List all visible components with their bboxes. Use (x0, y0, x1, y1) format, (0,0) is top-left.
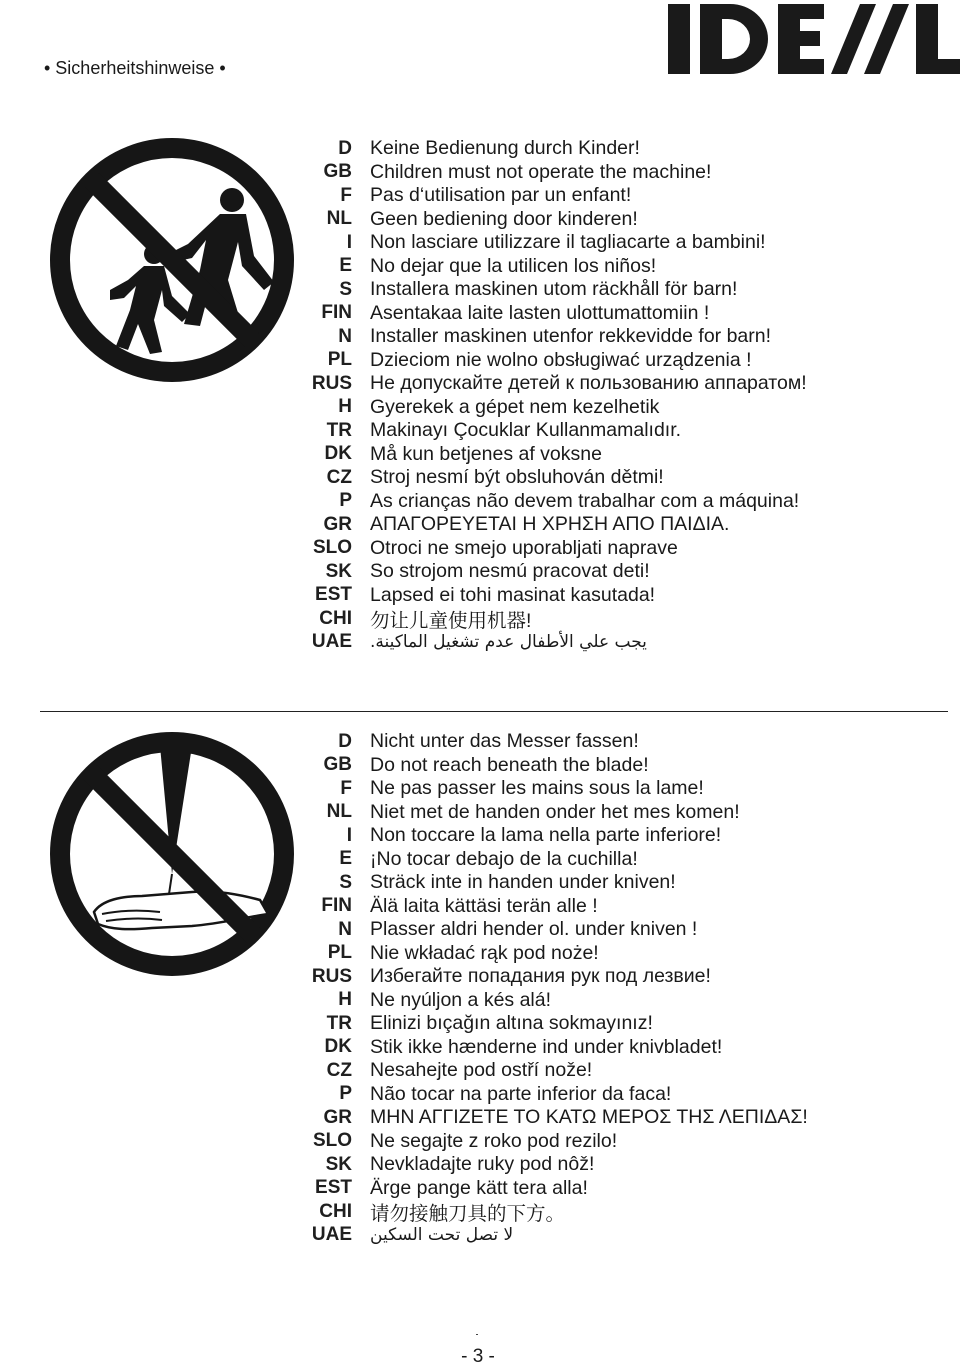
language-code: EST (315, 584, 352, 606)
language-code: I (346, 824, 352, 846)
warning-text: Children must not operate the machine! (370, 160, 712, 183)
warning-text: Otroci ne smejo uporabljati naprave (370, 536, 678, 559)
language-code: DK (324, 443, 352, 465)
warning-text: Asentakaa laite lasten ulottumattomiin ! (370, 301, 710, 324)
warning-row (300, 871, 940, 895)
warning-text: Installera maskinen utom räckhåll för barn! (370, 278, 738, 301)
warning-row (300, 1200, 940, 1224)
language-code: P (339, 1083, 352, 1105)
language-code: SK (325, 1153, 352, 1175)
language-code: NL (326, 801, 352, 823)
language-code: TR (326, 419, 352, 441)
language-code: N (338, 918, 352, 940)
warning-text: Installer maskinen utenfor rekkevidde for barn! (370, 325, 772, 348)
language-code: I (346, 231, 352, 253)
language-code: GR (323, 1106, 352, 1128)
warning-section-blade (300, 730, 940, 1247)
language-code: SLO (312, 537, 352, 559)
warning-text: ΑΠΑΓΟΡΕΥΕΤΑΙ Η ΧΡΗΣΗ ΑΠΟ ΠΑΙΔΙΑ. (370, 513, 730, 536)
language-code: SK (325, 560, 352, 582)
ideal-logo (668, 2, 960, 76)
warning-row (300, 730, 940, 754)
no-hand-under-blade-icon (42, 724, 302, 984)
warning-text: Ne pas passer les mains sous la lame! (370, 777, 704, 800)
warning-text: Makinayı Çocuklar Kullanmamalıdır. (370, 419, 682, 442)
warning-row (300, 848, 940, 872)
language-code: S (339, 871, 352, 893)
language-code: RUS (311, 965, 352, 987)
warning-row (300, 537, 940, 561)
warning-text: Nevkladajte ruky pod nôž! (370, 1153, 595, 1176)
warning-text: يجب علي الأطفال عدم تشغيل الماكينة. (370, 632, 647, 653)
warning-text: Nicht unter das Messer fassen! (370, 730, 639, 753)
warning-row (300, 895, 940, 919)
warning-text: Не допускайте детей к пользованию аппаратом! (370, 372, 807, 395)
warning-row (300, 466, 940, 490)
warning-text: ¡No tocar debajo de la cuchilla! (370, 847, 638, 870)
warning-row (300, 584, 940, 608)
warning-row (300, 1153, 940, 1177)
warning-row (300, 372, 940, 396)
warning-row (300, 231, 940, 255)
warning-row (300, 1106, 940, 1130)
warning-text: Gyerekek a gépet nem kezelhetik (370, 395, 660, 418)
warning-text: Må kun betjenes af voksne (370, 442, 602, 465)
warning-row (300, 1036, 940, 1060)
warning-text: Dzieciom nie wolno obsługiwać urządzenia ! (370, 348, 752, 371)
warning-row (300, 325, 940, 349)
language-code: NL (326, 208, 352, 230)
language-code: RUS (311, 372, 352, 394)
warning-row (300, 631, 940, 655)
warning-row (300, 801, 940, 825)
warning-text: Do not reach beneath the blade! (370, 753, 649, 776)
language-code: P (339, 490, 352, 512)
language-code: H (338, 989, 352, 1011)
warning-row (300, 278, 940, 302)
language-code: SLO (312, 1130, 352, 1152)
warning-row (300, 255, 940, 279)
language-code: GB (323, 161, 352, 183)
language-code: S (339, 278, 352, 300)
warning-text: Plasser aldri hender ol. under kniven ! (370, 918, 698, 941)
language-code: EST (315, 1177, 352, 1199)
warning-row (300, 560, 940, 584)
language-code: GR (323, 513, 352, 535)
warning-text: ΜΗΝ ΑΓΓΙΖΕΤΕ ΤΟ ΚΑΤΩ ΜΕΡΟΣ ΤΗΣ ΛΕΠΙΔΑΣ! (370, 1106, 808, 1129)
language-code: CHI (319, 607, 352, 629)
section-divider (40, 711, 948, 712)
language-code: CZ (326, 1059, 352, 1081)
warning-row (300, 1012, 940, 1036)
footer-rule-left (476, 1334, 478, 1335)
warning-text: Nie wkładać rąk pod noże! (370, 941, 599, 964)
language-code: F (340, 184, 352, 206)
warning-row (300, 349, 940, 373)
warning-row (300, 161, 940, 185)
warning-text: Nesahejte pod ostří nože! (370, 1059, 593, 1082)
language-code: D (338, 137, 352, 159)
warning-row (300, 1083, 940, 1107)
warning-text: So strojom nesmú pracovat deti! (370, 560, 650, 583)
warning-row (300, 824, 940, 848)
warning-row (300, 1130, 940, 1154)
warning-text: Non toccare la lama nella parte inferiore! (370, 824, 722, 847)
warning-text: Stik ikke hænderne ind under knivbladet! (370, 1035, 723, 1058)
language-code: H (338, 396, 352, 418)
warning-text: Keine Bedienung durch Kinder! (370, 137, 640, 160)
warning-row (300, 607, 940, 631)
language-code: F (340, 777, 352, 799)
warning-row (300, 754, 940, 778)
warning-text: لا تصل تحت السكين (370, 1225, 514, 1246)
warning-text: Sträck inte in handen under kniven! (370, 871, 676, 894)
language-code: DK (324, 1036, 352, 1058)
warning-text: Ne segajte z roko pod rezilo! (370, 1129, 618, 1152)
language-code: UAE (311, 1224, 352, 1246)
warning-text: As crianças não devem trabalhar com a máquina! (370, 489, 800, 512)
warning-text: No dejar que la utilicen los niños! (370, 254, 657, 277)
language-code: D (338, 730, 352, 752)
language-code: TR (326, 1012, 352, 1034)
warning-text: Não tocar na parte inferior da faca! (370, 1082, 672, 1105)
warning-row (300, 777, 940, 801)
warning-row (300, 1177, 940, 1201)
language-code: CHI (319, 1200, 352, 1222)
page-header-title: • Sicherheitshinweise • (44, 58, 226, 78)
warning-row (300, 208, 940, 232)
warning-text: Избегайте попадания рук под лезвие! (370, 965, 711, 988)
warning-row (300, 989, 940, 1013)
no-children-icon (42, 130, 302, 390)
language-code: FIN (321, 302, 352, 324)
warning-text: Älä laita kättäsi terän alle ! (370, 894, 598, 917)
warning-row (300, 302, 940, 326)
warning-row (300, 443, 940, 467)
warning-text: Niet met de handen onder het mes komen! (370, 800, 740, 823)
warning-row (300, 1059, 940, 1083)
page-number: - 3 - (461, 1346, 495, 1367)
warning-row (300, 419, 940, 443)
warning-row (300, 965, 940, 989)
warning-row (300, 1224, 940, 1248)
language-code: GB (323, 754, 352, 776)
warning-row (300, 490, 940, 514)
language-code: CZ (326, 466, 352, 488)
warning-row (300, 184, 940, 208)
warning-text: Ärge pange kätt tera alla! (370, 1176, 588, 1199)
warning-text: Lapsed ei tohi masinat kasutada! (370, 583, 656, 606)
warning-text: Elinizi bıçağın altına sokmayınız! (370, 1012, 653, 1035)
language-code: E (339, 848, 352, 870)
warning-text: 勿让儿童使用机器! (370, 609, 532, 632)
warning-text: Non lasciare utilizzare il tagliacarte a bambini! (370, 231, 766, 254)
warning-row (300, 942, 940, 966)
warning-text: Stroj nesmí být obsluhován dětmi! (370, 466, 664, 489)
warning-text: Ne nyúljon a kés alá! (370, 988, 552, 1011)
warning-row (300, 918, 940, 942)
language-code: E (339, 255, 352, 277)
language-code: PL (327, 942, 352, 964)
warning-row (300, 513, 940, 537)
warning-row (300, 137, 940, 161)
language-code: FIN (321, 895, 352, 917)
warning-text: Pas d‘utilisation par un enfant! (370, 184, 632, 207)
language-code: N (338, 325, 352, 347)
language-code: UAE (311, 631, 352, 653)
language-code: PL (327, 349, 352, 371)
warning-text: 请勿接触刀具的下方。 (370, 1202, 566, 1225)
warning-section-children (300, 137, 940, 654)
warning-row (300, 396, 940, 420)
warning-text: Geen bediening door kinderen! (370, 207, 638, 230)
